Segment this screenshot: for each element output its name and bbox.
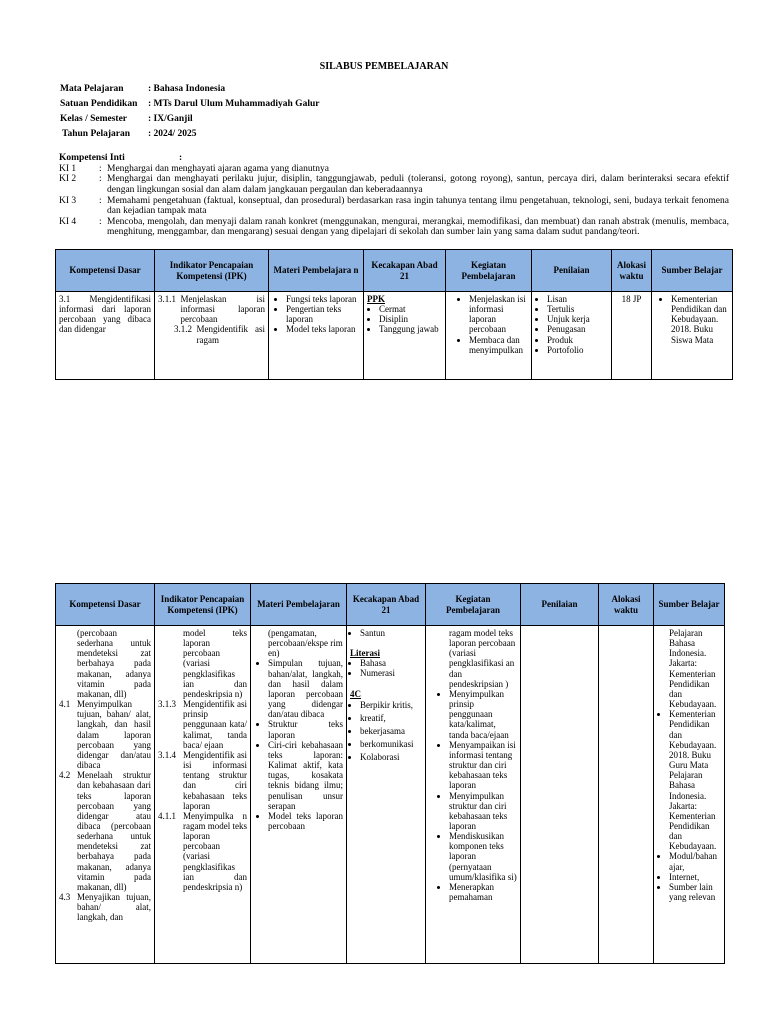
meta-block bbox=[60, 84, 319, 144]
header-cell: Penilaian bbox=[521, 584, 599, 626]
alokasi-text: 18 JP bbox=[621, 294, 642, 304]
header-cell: Kompetensi Dasar bbox=[56, 584, 155, 626]
ipk-text: Mengidentifik asi prinsip penggunaan kata/ kalimat, tanda baca/ ejaan bbox=[183, 699, 247, 750]
ki-text: Mencoba, mengolah, dan menyaji dalam ranah konkret (menggunakan, mengurai, merangkai, memodifikasi, dan membuat) dan ranah abstrak (menulis, membaca, menghitung, menggambar, dan mengarang) sesuai dengan yang dipelajari di sekolah dan sumber lain yang sama dalam sudut pandang/teori. bbox=[107, 216, 729, 238]
kegiatan-cell bbox=[426, 626, 521, 964]
list-item: • Model teks laporan bbox=[286, 324, 360, 334]
list-item: • Disiplin bbox=[379, 314, 442, 324]
meta-value: : Bahasa Indonesia bbox=[148, 84, 226, 94]
list-item: • Santun bbox=[360, 628, 422, 638]
list-item: • Cermat bbox=[379, 304, 442, 314]
sumber-text: Pelajaran Bahasa Indonesia. Jakarta: Kementerian Pendidikan dan Kebudayaan. bbox=[669, 628, 717, 710]
ipk-item bbox=[158, 811, 247, 892]
table-header-row bbox=[56, 584, 725, 626]
list-item: • Unjuk kerja bbox=[547, 314, 608, 324]
ki-code: KI 2 bbox=[59, 174, 77, 185]
ki-row bbox=[59, 174, 729, 195]
meta-label: Satuan Pendidikan bbox=[60, 99, 138, 109]
list-item: • Kementerian Pendidikan dan Kebudayaan. 2018. Buku Guru Mata Pelajaran Bahasa Indonesia. Jakarta: Kementerian Pendidikan dan Kebudayaan. bbox=[669, 709, 721, 851]
list-item: • Pengertian teks laporan bbox=[286, 304, 360, 324]
kd-text: Menyajikan tujuan, bahan/ alat, langkah, dan bbox=[77, 892, 151, 923]
kompetensi-inti-block bbox=[59, 153, 729, 238]
kd-text: Menelaah struktur dan kebahasaan dari teks laporan percobaan yang didengar atau dibaca (percobaan sederhana untuk mendeteksi zat berbahaya pada makanan, adanya vitamin pada makanan, dll) bbox=[77, 770, 151, 892]
kd-item bbox=[59, 770, 151, 892]
header-cell: Indikator Pencapaian Kompetensi (IPK) bbox=[155, 250, 269, 292]
list-item: • Sumber lain yang relevan bbox=[669, 882, 721, 902]
header-cell: Kecakapan Abad 21 bbox=[364, 250, 446, 292]
ipk-text: Menyimpulka n ragam model teks laporan percobaan (variasi pengklasifikas ian dan pendeskripsia n) bbox=[183, 810, 247, 892]
ki-code: KI 3 bbox=[59, 195, 77, 206]
ki-row bbox=[59, 196, 729, 217]
header-cell: Indikator Pencapaian Kompetensi (IPK) bbox=[155, 584, 251, 626]
header-cell: Alokasi waktu bbox=[599, 584, 654, 626]
list-item: • Menyimpulkan struktur dan ciri kebahasaan teks laporan bbox=[449, 791, 517, 832]
ipk-text: Mengidentifik asi ragam bbox=[196, 324, 265, 345]
kecakapan-cell bbox=[364, 292, 446, 380]
penilaian-cell bbox=[521, 626, 599, 964]
alokasi-cell bbox=[612, 292, 652, 380]
sumber-cell bbox=[654, 626, 725, 964]
meta-row bbox=[60, 129, 319, 144]
ipk-number: 4.1.1 bbox=[158, 810, 176, 821]
list-item: • Menyampaikan isi informasi tentang struktur dan ciri kebahasaan teks laporan bbox=[449, 740, 517, 791]
literasi-heading: Literasi bbox=[350, 648, 380, 659]
materi-cell bbox=[251, 626, 347, 964]
list-item: • Internet, bbox=[669, 872, 721, 882]
header-cell: Alokasi waktu bbox=[612, 250, 652, 292]
kd-number: 4.3 bbox=[59, 892, 71, 903]
list-item: • Fungsi teks laporan bbox=[286, 294, 360, 304]
ipk-item bbox=[158, 294, 265, 324]
ipk-item bbox=[158, 699, 247, 750]
ipk-number: 3.1.2 bbox=[174, 324, 192, 335]
syllabus-table-2 bbox=[55, 583, 725, 964]
list-item: • Membaca dan menyimpulkan bbox=[469, 335, 528, 355]
kecakapan-cell bbox=[347, 626, 426, 964]
ipk-text: Mengidentifik asi isi informasi tentang struktur dan ciri kebahasaan teks laporan bbox=[183, 749, 247, 811]
list-item: • Model teks laporan percobaan bbox=[268, 811, 343, 831]
kd-text: Menyimpulkan tujuan, bahan/ alat, langkah, dan hasil dalam laporan percobaan yang didengar dan/atau dibaca bbox=[77, 699, 151, 771]
ipk-number: 3.1.4 bbox=[158, 749, 176, 760]
ki-heading-text: Kompetensi Inti bbox=[59, 153, 125, 163]
header-cell: Kompetensi Dasar bbox=[56, 250, 155, 292]
meta-row bbox=[60, 114, 319, 129]
meta-row bbox=[60, 84, 319, 99]
penilaian-cell bbox=[532, 292, 612, 380]
list-item: • Produk bbox=[547, 335, 608, 345]
ipk-item bbox=[158, 750, 247, 811]
ki-text: Menghargai dan menghayati perilaku jujur, disiplin, tanggungjawab, peduli (toleransi, gotong royong), santun, percaya diri, dalam berinteraksi secara efektif dengan lingkungan sosial dan alam dalam jangkauan pergaulan dan keberadaannya bbox=[107, 174, 729, 195]
ki-colon: : bbox=[99, 174, 102, 185]
list-item: • Portofolio bbox=[547, 345, 608, 355]
list-item: • bekerjasama bbox=[360, 725, 422, 738]
list-item: • Menerapkan pemahaman bbox=[449, 882, 517, 902]
ki-row bbox=[59, 164, 729, 175]
kd-item bbox=[59, 699, 151, 770]
list-item: • Kementerian Pendidikan dan Kebudayaan. 2018. Buku Siswa Mata bbox=[671, 294, 729, 345]
meta-label: Mata Pelajaran bbox=[60, 84, 124, 94]
list-item: • Menjelaskan isi informasi laporan percobaan bbox=[469, 294, 528, 335]
header-cell: Materi Pembelajara n bbox=[269, 250, 364, 292]
document-title: SILABUS PEMBELAJARAN bbox=[319, 61, 449, 72]
c4-heading: 4C bbox=[350, 688, 361, 699]
kd-cell bbox=[56, 626, 155, 964]
header-cell: Sumber Belajar bbox=[654, 584, 725, 626]
materi-text: (pengamatan, percobaan/ekspe rim en) bbox=[268, 628, 343, 659]
ipk-number: 3.1.3 bbox=[158, 699, 176, 710]
syllabus-table-1 bbox=[55, 249, 733, 380]
kd-text: (percobaan sederhana untuk mendeteksi zat berbahaya pada makanan, adanya vitamin pada makanan, dll) bbox=[77, 628, 151, 699]
header-cell: Penilaian bbox=[532, 250, 612, 292]
ipk-cell bbox=[155, 626, 251, 964]
list-item: • Bahasa bbox=[360, 658, 422, 668]
kd-cell bbox=[56, 292, 155, 380]
list-item: • Struktur teks laporan bbox=[268, 719, 343, 739]
ki-row bbox=[59, 217, 729, 238]
meta-label: Tahun Pelajaran bbox=[62, 129, 131, 139]
ki-code: KI 1 bbox=[59, 163, 77, 174]
ki-text: Memahami pengetahuan (faktual, konseptual, dan prosedural) berdasarkan rasa ingin tahunya tentang ilmu pengetahuan, teknologi, seni, budaya terkait fenomena dan kejadian tampak mata bbox=[107, 195, 729, 217]
list-item: • kreatif, bbox=[360, 712, 422, 725]
alokasi-cell bbox=[599, 626, 654, 964]
meta-value: : 2024/ 2025 bbox=[148, 129, 197, 139]
ki-text: Menghargai dan menghayati ajaran agama yang dianutnya bbox=[107, 163, 329, 174]
list-item: • Penugasan bbox=[547, 324, 608, 334]
list-item: • Numerasi bbox=[360, 668, 422, 678]
materi-cell bbox=[269, 292, 364, 380]
kd-number: 4.2 bbox=[59, 770, 71, 781]
ki-code: KI 4 bbox=[59, 216, 77, 227]
meta-label: Kelas / Semester bbox=[60, 114, 128, 124]
header-cell: Kegiatan Pembelajaran bbox=[426, 584, 521, 626]
list-item: • Kolaborasi bbox=[360, 751, 422, 764]
kd-item bbox=[59, 892, 151, 922]
list-item: • Berpikir kritis, bbox=[360, 699, 422, 712]
ipk-item bbox=[158, 324, 265, 344]
ki-heading-colon: : bbox=[179, 153, 183, 163]
kecakapan-heading: PPK bbox=[367, 294, 385, 304]
list-item: • Ciri-ciri kebahasaan teks laporan: Kalimat aktif, kata tugas, kosakata teknis bidang ilmu; penulisan unsur serapan bbox=[268, 740, 343, 811]
meta-row bbox=[60, 99, 319, 114]
table-row bbox=[56, 292, 733, 380]
table-row bbox=[56, 626, 725, 964]
sumber-cell bbox=[652, 292, 733, 380]
kd-number: 4.1 bbox=[59, 699, 71, 710]
list-item: • Modul/bahan ajar, bbox=[669, 851, 721, 871]
kd-text: 3.1 Mengidentifikasi informasi dari laporan percobaan yang dibaca dan didengar bbox=[59, 294, 151, 335]
ki-colon: : bbox=[99, 216, 102, 227]
ki-colon: : bbox=[99, 163, 102, 174]
list-item: • Tanggung jawab bbox=[379, 324, 442, 334]
ipk-text: model teks laporan percobaan (variasi pengklasifikas ian dan pendeskripsia n) bbox=[183, 628, 247, 699]
kegiatan-cell bbox=[446, 292, 532, 380]
list-item: • Simpulan tujuan, bahan/alat, langkah, dan hasil dalam laporan percobaan yang didengar dan/atau dibaca bbox=[268, 658, 343, 719]
kegiatan-text: ragam model teks laporan percobaan (variasi pengklasifikasi an dan pendeskripsian ) bbox=[449, 628, 516, 689]
meta-value: : MTs Darul Ulum Muhammadiyah Galur bbox=[148, 99, 320, 109]
header-cell: Sumber Belajar bbox=[652, 250, 733, 292]
meta-value: : IX/Ganjil bbox=[148, 114, 193, 124]
list-item: • Menyimpulkan prinsip penggunaan kata/kalimat, tanda baca/ejaan bbox=[449, 689, 517, 740]
list-item: • Lisan bbox=[547, 294, 608, 304]
header-cell: Materi Pembelajaran bbox=[251, 584, 347, 626]
ki-colon: : bbox=[99, 195, 102, 206]
ipk-text: Menjelaskan isi informasi laporan percobaan bbox=[180, 294, 265, 325]
header-cell: Kecakapan Abad 21 bbox=[347, 584, 426, 626]
ki-heading bbox=[59, 153, 729, 164]
list-item: • Tertulis bbox=[547, 304, 608, 314]
ipk-cell bbox=[155, 292, 269, 380]
ipk-number: 3.1.1 bbox=[158, 294, 176, 304]
list-item: • berkomunikasi bbox=[360, 738, 422, 751]
header-cell: Kegiatan Pembelajaran bbox=[446, 250, 532, 292]
table-header-row bbox=[56, 250, 733, 292]
list-item: • Mendiskusikan komponen teks laporan (pernyataan umum/klasifika si) bbox=[449, 831, 517, 882]
